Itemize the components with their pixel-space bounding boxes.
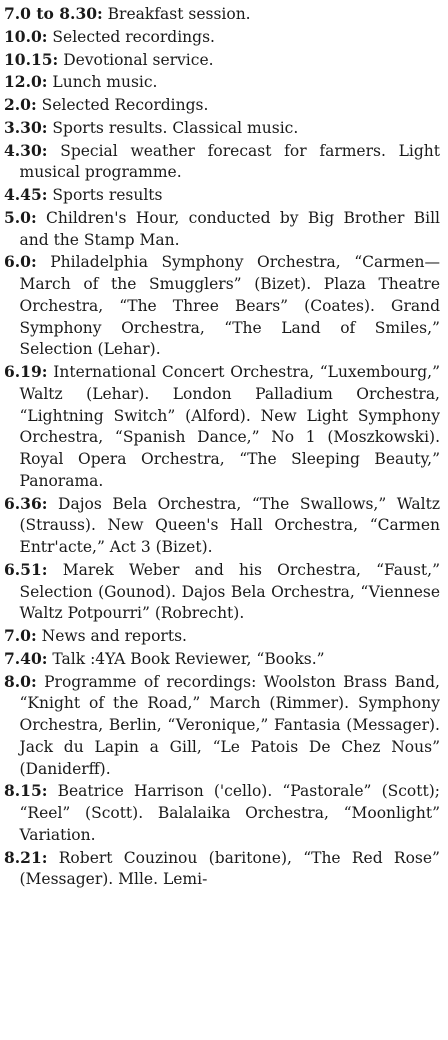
programme-entry <box>4 207 440 252</box>
programme-entry <box>4 780 440 846</box>
entry-time: 4.45: <box>4 185 48 204</box>
programme-entry <box>4 94 440 117</box>
programme-entry <box>4 3 440 26</box>
entry-text: Dajos Bela Orchestra, “The Swallows,” Waltz (Strauss). New Queen's Hall Orchestra, “Carmen Entr'acte,” Act 3 (Bizet). <box>19 494 440 556</box>
entry-time: 8.21: <box>4 847 48 867</box>
entry-text: Breakfast session. <box>107 5 251 23</box>
entry-text: Philadelphia Symphony Orchestra, “Carmen—March of the Smugglers” (Bizet). Plaza Theatre Orchestra, “The Three Bears” (Coates). Grand Symphony Orchestra, “The Land of Smiles,” Selection (Lehar). <box>19 253 440 359</box>
entry-text: Children's Hour, conducted by Big Brother Bill and the Stamp Man. <box>19 208 440 249</box>
programme-entry <box>4 71 440 94</box>
entry-time: 8.15: <box>4 781 48 801</box>
entry-text: Talk :4YA Book Reviewer, “Books.” <box>52 649 325 668</box>
entry-time: 12.0: <box>4 72 48 92</box>
entry-time: 2.0: <box>4 95 37 114</box>
programme-entry <box>4 140 440 185</box>
programme-entry <box>4 648 440 671</box>
programme-entry <box>4 625 440 648</box>
entry-time: 3.30: <box>4 117 48 137</box>
entry-time: 6.51: <box>4 559 48 579</box>
entry-text: Devotional service. <box>63 50 214 69</box>
programme-entry <box>4 493 440 559</box>
entry-time: 7.40: <box>4 648 48 668</box>
programme-entry <box>4 184 440 207</box>
programme-entry <box>4 26 440 49</box>
entry-text: Selected Recordings. <box>41 96 209 114</box>
entry-time: 7.0 to 8.30: <box>4 4 103 23</box>
programme-entry <box>4 671 440 781</box>
entry-time: 4.30: <box>4 140 48 160</box>
entry-text: Sports results. Classical music. <box>52 118 299 137</box>
entry-text: Programme of recordings: Woolston Brass Band, “Knight of the Road,” March (Rimmer). Symphony Orchestra, Berlin, “Veronique,” Fantasia (Messager). Jack du Lapin a Gill, “Le Patois De Chez Nous” (Daniderff). <box>19 672 440 778</box>
entry-time: 8.0: <box>4 671 37 691</box>
entry-text: Sports results <box>52 186 163 204</box>
entry-text: Beatrice Harrison ('cello). “Pastorale” (Scott); “Reel” (Scott). Balalaika Orchestra, “Moonlight” Variation. <box>19 782 440 844</box>
entry-time: 6.19: <box>4 362 48 381</box>
programme-entry <box>4 361 440 493</box>
entry-text: Marek Weber and his Orchestra, “Faust,” Selection (Gounod). Dajos Bela Orchestra, “Viennese Waltz Potpourri” (Robrecht). <box>19 560 440 623</box>
entry-text: Robert Couzinou (baritone), “The Red Rose” (Messager). Mlle. Lemi- <box>19 848 440 889</box>
entry-time: 10.0: <box>4 26 48 46</box>
entry-text: News and reports. <box>41 627 187 645</box>
entry-text: Special weather forecast for farmers. Light musical programme. <box>19 141 440 182</box>
programme-entry <box>4 251 440 361</box>
entry-text: International Concert Orchestra, “Luxembourg,” Waltz (Lehar). London Palladium Orchestra, “Lightning Switch” (Alford). New Light Symphony Orchestra, “Spanish Dance,” No 1 (Moszkowski). Royal Opera Orchestra, “The Sleeping Beauty,” Panorama. <box>19 363 440 490</box>
programme-entry <box>4 117 440 140</box>
entry-text: Lunch music. <box>52 73 158 92</box>
entry-time: 6.0: <box>4 252 37 272</box>
entry-time: 10.15: <box>4 49 59 69</box>
programme-entry <box>4 847 440 892</box>
entry-time: 5.0: <box>4 207 37 227</box>
programme-entry <box>4 49 440 72</box>
programme-entry <box>4 559 440 625</box>
entry-text: Selected recordings. <box>52 27 215 46</box>
radio-programme-listing <box>4 3 440 891</box>
entry-time: 7.0: <box>4 626 37 645</box>
entry-time: 6.36: <box>4 493 48 513</box>
